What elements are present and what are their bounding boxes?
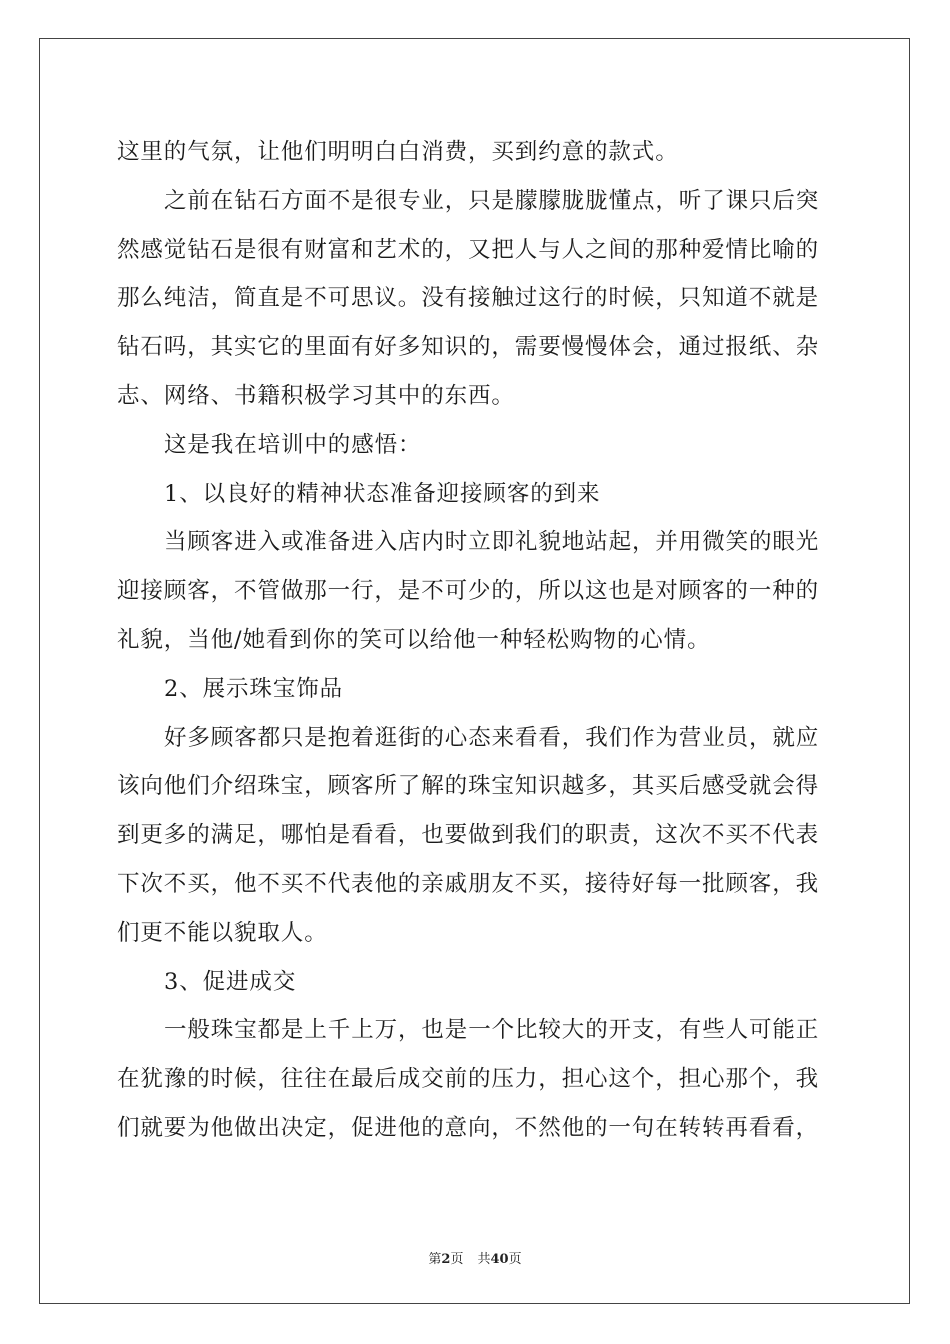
total-suffix: 页 <box>508 1252 522 1267</box>
text-line: 礼貌，当他/她看到你的笑可以给他一种轻松购物的心情。 <box>117 626 711 653</box>
text-line: 下次不买，他不买不代表他的亲戚朋友不买，接待好每一批顾客，我 <box>117 870 820 897</box>
page-footer <box>0 1248 950 1267</box>
text-line: 那么纯洁，简直是不可思议。没有接触过这行的时候，只知道不就是 <box>117 285 820 312</box>
text-line: 好多顾客都只是抱着逛街的心态来看看，我们作为营业员，就应 <box>164 724 820 751</box>
document-body <box>117 128 833 1153</box>
text-line: 这里的气氛，让他们明明白白消费，买到约意的款式。 <box>117 139 679 165</box>
text-line: 迎接顾客，不管做那一行，是不可少的，所以这也是对顾客的一种的 <box>117 578 820 605</box>
section-heading: 3、促进成交 <box>164 968 297 995</box>
text-line: 到更多的满足，哪怕是看看，也要做到我们的职责，这次不买不代表 <box>117 822 820 849</box>
text-line: 之前在钻石方面不是很专业，只是朦朦胧胧懂点，听了课只后突 <box>164 187 820 214</box>
text-line: 当顾客进入或准备进入店内时立即礼貌地站起，并用微笑的眼光 <box>164 529 820 556</box>
page-suffix: 页 <box>450 1252 464 1267</box>
text-line: 志、网络、书籍积极学习其中的东西。 <box>117 382 515 409</box>
text-line: 在犹豫的时候，往往在最后成交前的压力，担心这个，担心那个，我 <box>117 1066 820 1093</box>
text-line: 该向他们介绍珠宝，顾客所了解的珠宝知识越多，其买后感受就会得 <box>117 773 820 800</box>
text-line: 这是我在培训中的感悟： <box>164 431 422 458</box>
total-prefix: 共 <box>477 1252 491 1267</box>
section-heading: 1、以良好的精神状态准备迎接顾客的到来 <box>164 480 601 507</box>
section-heading: 2、展示珠宝饰品 <box>164 675 344 702</box>
total-pages: 40 <box>490 1252 509 1267</box>
text-line: 们更不能以貌取人。 <box>117 919 328 946</box>
text-line: 们就要为他做出决定，促进他的意向，不然他的一句在转转再看看， <box>117 1114 820 1141</box>
page-number: 2 <box>441 1252 451 1267</box>
text-line: 钻石吗，其实它的里面有好多知识的，需要慢慢体会，通过报纸、杂 <box>117 334 820 361</box>
page-prefix: 第 <box>428 1252 442 1267</box>
text-line: 一般珠宝都是上千上万，也是一个比较大的开支，有些人可能正 <box>164 1017 820 1044</box>
text-line: 然感觉钻石是很有财富和艺术的，又把人与人之间的那种爱情比喻的 <box>117 236 820 263</box>
